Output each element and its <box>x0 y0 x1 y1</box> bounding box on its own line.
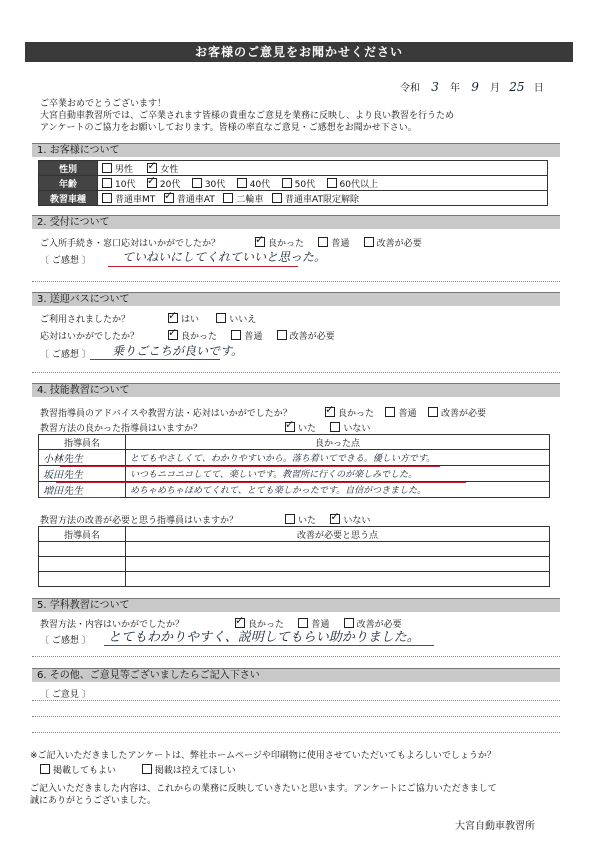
section-1-header: 1. お客様について <box>32 143 560 157</box>
good-instructor-question: 教習方法の良かった指導員はいますか？ <box>40 424 203 434</box>
option-label: 普通車AT <box>176 194 215 205</box>
date-day: 25 <box>509 80 525 94</box>
option-label: 掲載してもよい <box>53 766 117 776</box>
option-label: いた <box>298 424 317 434</box>
section-3-header: 3. 送迎バスについて <box>32 292 560 306</box>
company-name: 大宮自動車教習所 <box>455 821 535 832</box>
option-label: いいえ <box>229 315 257 325</box>
checkbox-checked[interactable] <box>285 422 295 432</box>
checkbox[interactable] <box>272 193 282 203</box>
checkbox[interactable] <box>102 193 112 203</box>
option-label: 掲載は控えてほしい <box>154 766 236 776</box>
option-label: 男性 <box>115 164 134 175</box>
underline-mark <box>90 359 220 360</box>
option-label: 普通 <box>398 409 417 419</box>
checkbox[interactable] <box>216 313 226 323</box>
underline-mark <box>56 482 466 483</box>
reception-impression-label: 〔 ご感想 〕 <box>40 256 91 266</box>
instructor-name-cell[interactable] <box>39 572 126 587</box>
checkbox-checked[interactable] <box>147 163 157 173</box>
classroom-impression-answer: とてもわかりやすく、説明してもらい助かりました。 <box>108 630 420 645</box>
underline-mark <box>104 645 434 646</box>
bad-instructor-question: 教習方法の改善が必要と思う指導員はいますか？ <box>40 516 239 526</box>
form-title: お客様のご意見をお聞かせください <box>25 42 573 62</box>
opinion-line[interactable] <box>32 732 560 733</box>
bad-instructor-options <box>285 513 435 526</box>
bus-impression-answer: 乗りごこちが良いです。 <box>112 344 244 358</box>
answer-line <box>32 372 560 373</box>
date-day-unit: 日 <box>533 83 544 94</box>
thanks-line: ご記入いただきました内容は、これからの業務に反映していきたいと思います。アンケートにご協力いただきまして <box>30 784 497 794</box>
gender-options <box>98 161 548 176</box>
underline-mark <box>60 466 440 467</box>
instructor-name: 増田先生 <box>39 482 126 498</box>
option-label: 改善が必要 <box>376 239 422 249</box>
option-label: 良かった <box>248 620 285 630</box>
instructor-name-cell[interactable] <box>39 557 126 572</box>
col-header-instructor: 指導員名 <box>39 435 126 450</box>
option-label: 普通 <box>311 620 330 630</box>
bad-instructor-table <box>38 526 550 587</box>
checkbox[interactable] <box>282 178 292 188</box>
checkbox[interactable] <box>102 178 112 188</box>
classroom-question: 教習方法・内容はいかがでしたか？ <box>40 620 185 630</box>
option-label: 60代以上 <box>339 179 378 190</box>
checkbox[interactable] <box>40 764 50 774</box>
option-label: 良かった <box>338 409 375 419</box>
option-label: 二輪車 <box>236 194 264 205</box>
answer-line <box>32 656 560 657</box>
checkbox-checked[interactable] <box>147 178 157 188</box>
bus-usage-question: ご利用されましたか？ <box>40 315 131 325</box>
option-label: いた <box>298 516 317 526</box>
option-label: 改善が必要 <box>440 409 486 419</box>
option-label: 良かった <box>268 239 305 249</box>
option-label: 女性 <box>160 164 179 175</box>
good-point: めちゃめちゃほめてくれて、とても楽しかったです。自信がつきました。 <box>126 482 550 498</box>
section-4-header: 4. 技能教習について <box>32 383 560 397</box>
intro-line: ご卒業おめでとうございます！ <box>40 99 167 109</box>
option-label: 改善が必要 <box>289 332 335 342</box>
checkbox[interactable] <box>318 237 328 247</box>
option-label: はい <box>181 315 200 325</box>
thanks-line: 誠にありがとうございました。 <box>30 796 157 806</box>
checkbox-checked[interactable] <box>164 193 174 203</box>
checkbox[interactable] <box>285 514 295 524</box>
improve-point-cell[interactable] <box>126 572 550 587</box>
intro-text <box>40 98 560 134</box>
instructor-options <box>325 406 565 419</box>
checkbox[interactable] <box>102 163 112 173</box>
option-label: いない <box>343 424 371 434</box>
checkbox[interactable] <box>364 237 374 247</box>
option-label: 10代 <box>115 179 136 190</box>
instructor-name-cell[interactable] <box>39 542 126 557</box>
option-label: いない <box>343 516 371 526</box>
intro-line: 大宮自動車教習所では、ご卒業されます皆様の貴重なご意見を業務に反映し、より良い教習を行うため <box>40 111 455 121</box>
option-label: 40代 <box>249 179 271 190</box>
reception-impression-answer: ていねいにしてくれていいと思った。 <box>122 250 327 264</box>
checkbox[interactable] <box>223 193 233 203</box>
classroom-impression-label: 〔 ご感想 〕 <box>40 636 91 646</box>
option-label: 改善が必要 <box>356 620 402 630</box>
gender-label: 性別 <box>39 161 98 176</box>
col-header-good-point: 良かった点 <box>126 435 550 450</box>
col-header-instructor: 指導員名 <box>39 527 126 542</box>
bus-service-options <box>168 329 428 342</box>
date-year-unit: 年 <box>450 83 461 94</box>
date-year: 3 <box>431 80 439 94</box>
option-label: 良かった <box>181 332 218 342</box>
vehicle-type-options <box>98 191 548 206</box>
checkbox-checked[interactable] <box>168 313 178 323</box>
checkbox[interactable] <box>277 330 287 340</box>
date-month: 9 <box>471 80 479 94</box>
vehicle-type-label: 教習車種 <box>39 191 98 206</box>
checkbox[interactable] <box>330 422 340 432</box>
option-label: 20代 <box>159 179 181 190</box>
underline-mark <box>40 497 120 498</box>
bus-usage-options <box>168 312 368 325</box>
checkbox[interactable] <box>385 407 395 417</box>
date-month-unit: 月 <box>490 83 501 94</box>
section-6-header: 6. その他、ご意見等ございましたらご記入下さい <box>32 668 560 682</box>
checkbox-checked[interactable] <box>325 407 335 417</box>
good-point: いつもニコニコしてて、楽しいです。教習所に行くのが楽しみでした。 <box>126 466 550 482</box>
instructor-question: 教習指導員のアドバイスや教習方法・応対はいかがでしたか？ <box>40 409 292 419</box>
opinion-line[interactable] <box>32 700 560 701</box>
option-label: 普通 <box>331 239 350 249</box>
underline-mark <box>108 266 298 267</box>
option-label: 50代 <box>294 179 316 190</box>
bus-service-question: 応対はいかがでしたか？ <box>40 332 140 342</box>
instructor-name: 小林先生 <box>39 450 126 466</box>
date-era: 令和 <box>400 83 420 94</box>
improve-point-cell[interactable] <box>126 557 550 572</box>
opinion-label: 〔 ご意見 〕 <box>40 690 91 700</box>
checkbox-checked[interactable] <box>330 514 340 524</box>
option-label: 普通 <box>244 332 263 342</box>
date-line <box>400 79 560 94</box>
checkbox-checked[interactable] <box>168 330 178 340</box>
bus-impression-label: 〔 ご感想 〕 <box>40 350 91 360</box>
option-label: 普通車AT限定解除 <box>285 194 359 205</box>
checkbox[interactable] <box>142 764 152 774</box>
instructor-name: 坂田先生 <box>39 466 126 482</box>
checkbox[interactable] <box>428 407 438 417</box>
checkbox[interactable] <box>327 178 337 188</box>
good-instructor-options <box>285 421 435 434</box>
option-label: 普通車MT <box>115 194 156 205</box>
publication-options <box>40 763 340 776</box>
customer-info-table <box>38 160 548 206</box>
checkbox[interactable] <box>231 330 241 340</box>
checkbox[interactable] <box>192 178 202 188</box>
answer-line <box>32 281 560 282</box>
checkbox-checked[interactable] <box>255 237 265 247</box>
improve-point-cell[interactable] <box>126 542 550 557</box>
reception-question: ご入所手続き・窓口応対はいかがでしたか？ <box>40 239 221 249</box>
section-2-header: 2. 受付について <box>32 215 560 229</box>
good-point: とてもやさしくて、わかりやすいから。落ち着いてできる。優しい方です。 <box>126 450 550 466</box>
col-header-improve-point: 改善が必要と思う点 <box>126 527 550 542</box>
section-5-header: 5. 学科教習について <box>32 598 560 612</box>
checkbox[interactable] <box>237 178 247 188</box>
thanks-text <box>30 783 570 807</box>
intro-line: アンケートのご協力をお願いしております。皆様の率直なご意見・ご感想をお聞かせ下さい。 <box>40 123 417 133</box>
publication-note: ※ご記入いただきましたアンケートは、弊社ホームページや印刷物に使用させていただいてもよろしいでしょうか？ <box>30 751 496 761</box>
option-label: 30代 <box>204 179 226 190</box>
opinion-line[interactable] <box>32 716 560 717</box>
age-label: 年齢 <box>39 176 98 191</box>
